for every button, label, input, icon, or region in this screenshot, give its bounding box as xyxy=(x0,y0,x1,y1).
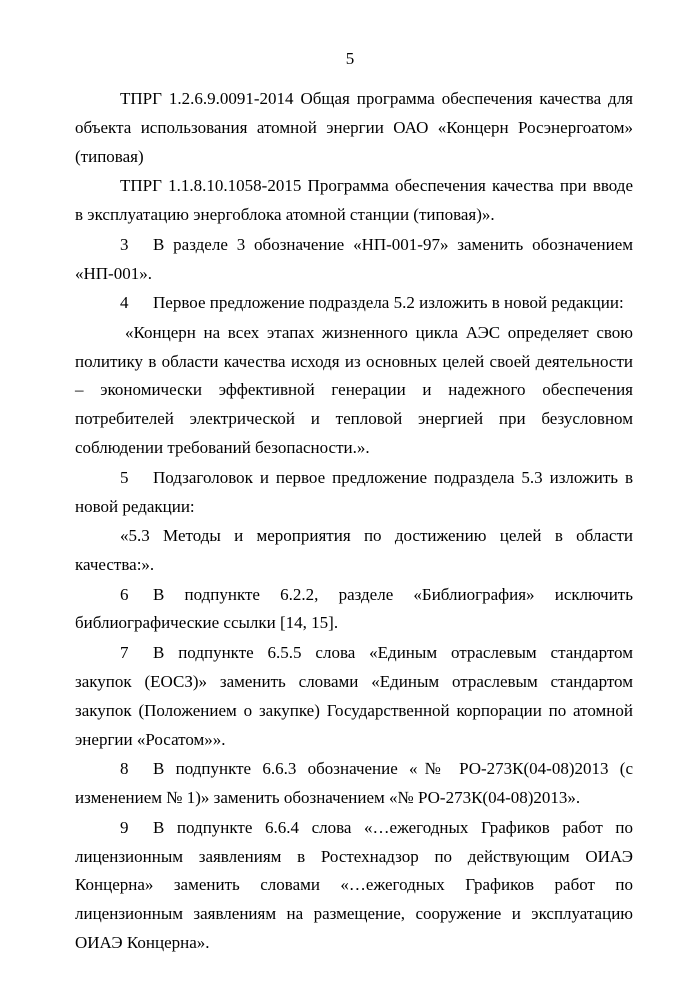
paragraph-item-4 xyxy=(75,289,633,318)
paragraph-text: В подпункте 6.2.2, разделе «Библиография» исключить библиографические ссылки [14, 15]. xyxy=(75,584,633,633)
item-number: 7 xyxy=(120,642,129,662)
paragraph-text: «Концерн на всех этапах жизненного цикла АЭС определяет свою политику в области качества исходя из основных целей своей деятельности – экономически эффективной генерации и надежного обеспечения потребителей электрической и тепловой энергией при безусловном соблюдении требований безопасности.». xyxy=(75,322,633,458)
paragraph-item-7 xyxy=(75,639,633,755)
paragraph-item-9 xyxy=(75,814,633,959)
paragraph-item-8 xyxy=(75,755,633,813)
paragraph-tprg-2015 xyxy=(75,172,633,230)
paragraph-text: В разделе 3 обозначение «НП-001-97» заменить обозначением «НП-001». xyxy=(75,234,633,283)
paragraph-item-5 xyxy=(75,464,633,522)
paragraph-text: ТПРГ 1.1.8.10.1058-2015 Программа обеспечения качества при вводе в эксплуатацию энергоблока атомной станции (типовая)». xyxy=(75,176,633,225)
document-body xyxy=(75,85,633,959)
paragraph-text: ТПРГ 1.2.6.9.0091-2014 Общая программа обеспечения качества для объекта использования атомной энергии ОАО «Концерн Росэнергоатом» (типовая) xyxy=(75,89,633,166)
item-number: 3 xyxy=(120,234,129,254)
item-number: 6 xyxy=(120,584,129,604)
paragraph-item-6 xyxy=(75,581,633,639)
paragraph-text: «5.3 Методы и мероприятия по достижению целей в области качества:». xyxy=(75,526,633,575)
item-number: 5 xyxy=(120,467,129,487)
paragraph-text: В подпункте 6.6.3 обозначение «№ РО-273К(04-08)2013 (с изменением № 1)» заменить обозначением «№ РО-273К(04-08)2013». xyxy=(75,759,633,808)
item-number: 8 xyxy=(120,759,129,779)
paragraph-quote-5-2 xyxy=(75,319,633,464)
item-number: 9 xyxy=(120,817,129,837)
paragraph-text: Подзаголовок и первое предложение подраздела 5.3 изложить в новой редакции: xyxy=(75,467,633,516)
paragraph-item-3 xyxy=(75,231,633,289)
paragraph-tprg-2014 xyxy=(75,85,633,172)
paragraph-text: В подпункте 6.5.5 слова «Единым отраслевым стандартом закупок (ЕОСЗ)» заменить словами «Единым отраслевым стандартом закупок (Положением о закупке) Государственной корпорации по атомной энергии «Росатом»». xyxy=(75,642,633,749)
page-number: 5 xyxy=(345,49,355,68)
paragraph-text: В подпункте 6.6.4 слова «…ежегодных Графиков работ по лицензионным заявлениям в Ростехнадзор по действующим ОИАЭ Концерна» заменить словами «…ежегодных Графиков работ по лицензионным заявлениям на размещение, сооружение и эксплуатацию ОИАЭ Концерна». xyxy=(75,817,633,953)
item-number: 4 xyxy=(120,293,129,313)
paragraph-text: Первое предложение подраздела 5.2 изложить в новой редакции: xyxy=(153,293,624,313)
paragraph-quote-5-3 xyxy=(75,522,633,580)
